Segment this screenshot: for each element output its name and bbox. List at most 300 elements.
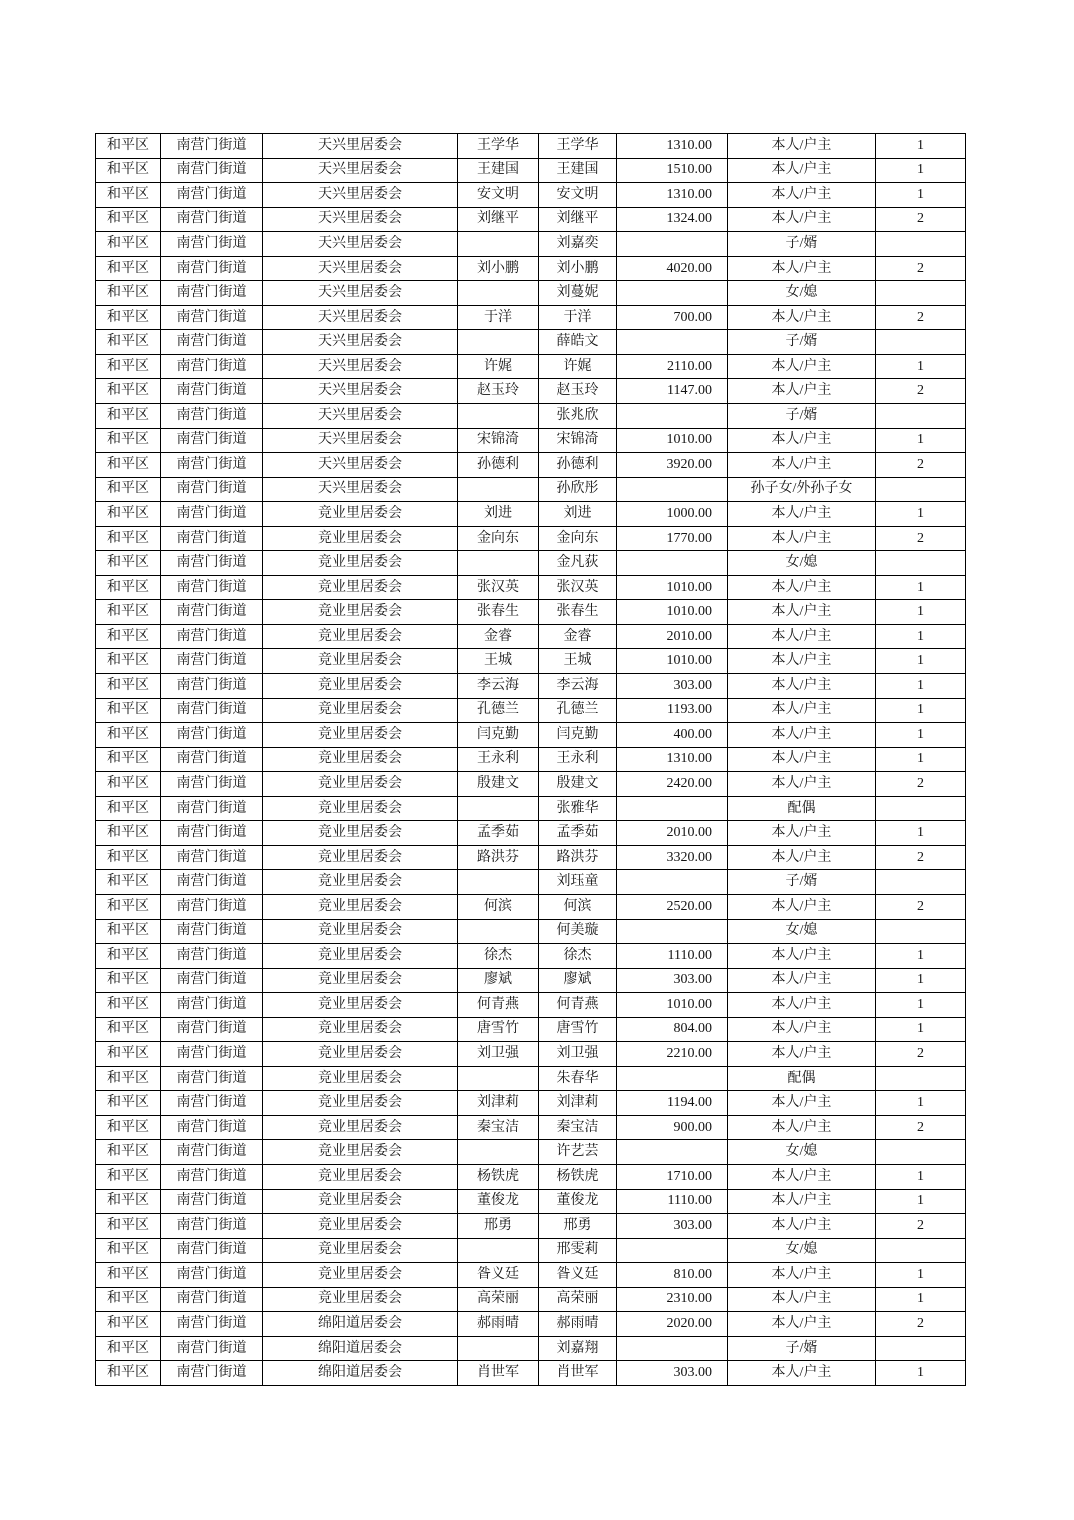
cell-amount: 400.00 xyxy=(617,723,728,748)
cell-household_size: 2 xyxy=(876,772,966,797)
cell-member_name: 唐雪竹 xyxy=(539,1017,617,1042)
cell-household_size: 1 xyxy=(876,624,966,649)
cell-name: 孙德利 xyxy=(458,453,539,478)
table-row xyxy=(96,502,966,527)
cell-name: 王学华 xyxy=(458,134,539,159)
cell-relation: 配偶 xyxy=(728,1066,876,1091)
cell-committee: 天兴里居委会 xyxy=(263,305,458,330)
cell-street: 南营门街道 xyxy=(161,379,263,404)
cell-relation: 本人/户主 xyxy=(728,649,876,674)
cell-amount: 1000.00 xyxy=(617,502,728,527)
cell-amount xyxy=(617,232,728,257)
cell-member_name: 王城 xyxy=(539,649,617,674)
cell-name: 宋锦渏 xyxy=(458,428,539,453)
cell-street: 南营门街道 xyxy=(161,600,263,625)
cell-name xyxy=(458,870,539,895)
cell-household_size: 2 xyxy=(876,845,966,870)
cell-amount xyxy=(617,1066,728,1091)
cell-relation: 本人/户主 xyxy=(728,993,876,1018)
cell-amount: 1310.00 xyxy=(617,183,728,208)
cell-relation: 本人/户主 xyxy=(728,624,876,649)
cell-member_name: 孔德兰 xyxy=(539,698,617,723)
cell-member_name: 路洪芬 xyxy=(539,845,617,870)
cell-amount xyxy=(617,330,728,355)
table-row xyxy=(96,1336,966,1361)
cell-amount: 4020.00 xyxy=(617,256,728,281)
cell-relation: 本人/户主 xyxy=(728,600,876,625)
cell-amount: 1010.00 xyxy=(617,600,728,625)
cell-household_size: 1 xyxy=(876,1091,966,1116)
cell-member_name: 殷建文 xyxy=(539,772,617,797)
cell-committee: 天兴里居委会 xyxy=(263,404,458,429)
cell-household_size: 2 xyxy=(876,256,966,281)
cell-member_name: 孟季茹 xyxy=(539,821,617,846)
cell-committee: 天兴里居委会 xyxy=(263,428,458,453)
cell-relation: 本人/户主 xyxy=(728,968,876,993)
cell-relation: 本人/户主 xyxy=(728,944,876,969)
cell-amount: 3920.00 xyxy=(617,453,728,478)
cell-household_size: 1 xyxy=(876,575,966,600)
cell-district: 和平区 xyxy=(96,1066,161,1091)
cell-committee: 竞业里居委会 xyxy=(263,1091,458,1116)
cell-relation: 本人/户主 xyxy=(728,502,876,527)
cell-member_name: 刘蔓妮 xyxy=(539,281,617,306)
cell-amount: 303.00 xyxy=(617,968,728,993)
cell-district: 和平区 xyxy=(96,894,161,919)
cell-relation: 女/媳 xyxy=(728,551,876,576)
cell-member_name: 张兆欣 xyxy=(539,404,617,429)
cell-member_name: 高荣丽 xyxy=(539,1287,617,1312)
cell-street: 南营门街道 xyxy=(161,256,263,281)
cell-committee: 竞业里居委会 xyxy=(263,723,458,748)
cell-relation: 本人/户主 xyxy=(728,256,876,281)
cell-member_name: 邢雯莉 xyxy=(539,1238,617,1263)
cell-household_size: 1 xyxy=(876,183,966,208)
cell-member_name: 张雅华 xyxy=(539,796,617,821)
cell-street: 南营门街道 xyxy=(161,698,263,723)
cell-committee: 天兴里居委会 xyxy=(263,330,458,355)
cell-street: 南营门街道 xyxy=(161,575,263,600)
cell-committee: 竞业里居委会 xyxy=(263,551,458,576)
cell-member_name: 刘嘉翔 xyxy=(539,1336,617,1361)
cell-committee: 天兴里居委会 xyxy=(263,134,458,159)
cell-member_name: 董俊龙 xyxy=(539,1189,617,1214)
cell-district: 和平区 xyxy=(96,1214,161,1239)
cell-relation: 孙子女/外孙子女 xyxy=(728,477,876,502)
cell-name xyxy=(458,281,539,306)
cell-street: 南营门街道 xyxy=(161,305,263,330)
cell-relation: 本人/户主 xyxy=(728,354,876,379)
cell-street: 南营门街道 xyxy=(161,993,263,1018)
cell-committee: 天兴里居委会 xyxy=(263,158,458,183)
cell-member_name: 闫克勤 xyxy=(539,723,617,748)
cell-district: 和平区 xyxy=(96,1287,161,1312)
cell-household_size: 2 xyxy=(876,305,966,330)
cell-relation: 子/婿 xyxy=(728,404,876,429)
cell-street: 南营门街道 xyxy=(161,1287,263,1312)
cell-name xyxy=(458,1066,539,1091)
cell-district: 和平区 xyxy=(96,1263,161,1288)
cell-committee: 竞业里居委会 xyxy=(263,526,458,551)
table-row xyxy=(96,1017,966,1042)
cell-amount xyxy=(617,870,728,895)
cell-district: 和平区 xyxy=(96,330,161,355)
table-row xyxy=(96,845,966,870)
cell-name: 金睿 xyxy=(458,624,539,649)
table-row xyxy=(96,256,966,281)
cell-street: 南营门街道 xyxy=(161,723,263,748)
cell-district: 和平区 xyxy=(96,698,161,723)
cell-household_size: 1 xyxy=(876,1189,966,1214)
table-row xyxy=(96,1263,966,1288)
cell-household_size: 2 xyxy=(876,453,966,478)
cell-name xyxy=(458,1336,539,1361)
table-row xyxy=(96,158,966,183)
cell-district: 和平区 xyxy=(96,1115,161,1140)
cell-street: 南营门街道 xyxy=(161,134,263,159)
cell-name xyxy=(458,477,539,502)
cell-committee: 竞业里居委会 xyxy=(263,821,458,846)
cell-household_size xyxy=(876,477,966,502)
cell-household_size xyxy=(876,1238,966,1263)
cell-street: 南营门街道 xyxy=(161,281,263,306)
cell-name: 张春生 xyxy=(458,600,539,625)
cell-relation: 本人/户主 xyxy=(728,183,876,208)
cell-member_name: 刘继平 xyxy=(539,207,617,232)
cell-street: 南营门街道 xyxy=(161,624,263,649)
table-row xyxy=(96,1238,966,1263)
cell-name: 高荣丽 xyxy=(458,1287,539,1312)
table-row xyxy=(96,894,966,919)
cell-member_name: 王学华 xyxy=(539,134,617,159)
cell-household_size: 1 xyxy=(876,134,966,159)
cell-amount: 2520.00 xyxy=(617,894,728,919)
cell-district: 和平区 xyxy=(96,453,161,478)
table-row xyxy=(96,477,966,502)
cell-committee: 天兴里居委会 xyxy=(263,207,458,232)
cell-member_name: 何美璇 xyxy=(539,919,617,944)
cell-name: 昝义廷 xyxy=(458,1263,539,1288)
cell-amount xyxy=(617,404,728,429)
table-row xyxy=(96,772,966,797)
cell-name: 秦宝洁 xyxy=(458,1115,539,1140)
cell-committee: 天兴里居委会 xyxy=(263,354,458,379)
cell-member_name: 宋锦渏 xyxy=(539,428,617,453)
cell-amount: 303.00 xyxy=(617,1361,728,1386)
cell-committee: 竞业里居委会 xyxy=(263,575,458,600)
cell-household_size: 1 xyxy=(876,1361,966,1386)
cell-amount: 2020.00 xyxy=(617,1312,728,1337)
cell-committee: 竞业里居委会 xyxy=(263,919,458,944)
cell-name: 张汉英 xyxy=(458,575,539,600)
cell-member_name: 李云海 xyxy=(539,674,617,699)
cell-committee: 竞业里居委会 xyxy=(263,796,458,821)
table-row xyxy=(96,723,966,748)
cell-name: 何青燕 xyxy=(458,993,539,1018)
cell-street: 南营门街道 xyxy=(161,502,263,527)
table-row xyxy=(96,968,966,993)
cell-member_name: 金睿 xyxy=(539,624,617,649)
cell-amount: 2010.00 xyxy=(617,624,728,649)
cell-name xyxy=(458,404,539,429)
table-row xyxy=(96,944,966,969)
table-row xyxy=(96,207,966,232)
cell-household_size: 1 xyxy=(876,968,966,993)
cell-district: 和平区 xyxy=(96,281,161,306)
table-row xyxy=(96,870,966,895)
cell-committee: 天兴里居委会 xyxy=(263,477,458,502)
cell-name xyxy=(458,330,539,355)
cell-household_size: 1 xyxy=(876,674,966,699)
cell-committee: 竞业里居委会 xyxy=(263,624,458,649)
cell-member_name: 安文明 xyxy=(539,183,617,208)
cell-amount xyxy=(617,919,728,944)
cell-name: 金向东 xyxy=(458,526,539,551)
cell-household_size xyxy=(876,1336,966,1361)
cell-name: 廖斌 xyxy=(458,968,539,993)
cell-relation: 本人/户主 xyxy=(728,1042,876,1067)
cell-name: 徐杰 xyxy=(458,944,539,969)
cell-district: 和平区 xyxy=(96,747,161,772)
records-table xyxy=(95,133,966,1386)
cell-member_name: 刘卫强 xyxy=(539,1042,617,1067)
cell-amount: 2420.00 xyxy=(617,772,728,797)
cell-name: 路洪芬 xyxy=(458,845,539,870)
cell-amount: 1194.00 xyxy=(617,1091,728,1116)
cell-member_name: 肖世军 xyxy=(539,1361,617,1386)
cell-member_name: 张春生 xyxy=(539,600,617,625)
table-row xyxy=(96,1189,966,1214)
cell-household_size: 1 xyxy=(876,649,966,674)
cell-name: 刘卫强 xyxy=(458,1042,539,1067)
table-row xyxy=(96,821,966,846)
cell-amount xyxy=(617,551,728,576)
cell-district: 和平区 xyxy=(96,821,161,846)
cell-name: 唐雪竹 xyxy=(458,1017,539,1042)
cell-committee: 绵阳道居委会 xyxy=(263,1361,458,1386)
cell-street: 南营门街道 xyxy=(161,1066,263,1091)
cell-committee: 绵阳道居委会 xyxy=(263,1312,458,1337)
table-row xyxy=(96,1164,966,1189)
cell-household_size: 1 xyxy=(876,158,966,183)
cell-amount: 1010.00 xyxy=(617,649,728,674)
cell-household_size xyxy=(876,870,966,895)
cell-district: 和平区 xyxy=(96,354,161,379)
cell-household_size xyxy=(876,330,966,355)
cell-relation: 本人/户主 xyxy=(728,821,876,846)
cell-member_name: 何青燕 xyxy=(539,993,617,1018)
cell-member_name: 朱春华 xyxy=(539,1066,617,1091)
cell-amount xyxy=(617,477,728,502)
cell-household_size: 1 xyxy=(876,600,966,625)
cell-household_size xyxy=(876,404,966,429)
cell-name: 董俊龙 xyxy=(458,1189,539,1214)
cell-member_name: 赵玉玲 xyxy=(539,379,617,404)
cell-member_name: 廖斌 xyxy=(539,968,617,993)
cell-district: 和平区 xyxy=(96,649,161,674)
cell-household_size: 2 xyxy=(876,526,966,551)
cell-amount xyxy=(617,796,728,821)
table-row xyxy=(96,1312,966,1337)
cell-member_name: 刘嘉奕 xyxy=(539,232,617,257)
cell-relation: 女/媳 xyxy=(728,919,876,944)
cell-district: 和平区 xyxy=(96,1017,161,1042)
cell-district: 和平区 xyxy=(96,968,161,993)
cell-street: 南营门街道 xyxy=(161,453,263,478)
cell-amount: 700.00 xyxy=(617,305,728,330)
table-row xyxy=(96,624,966,649)
cell-amount: 1110.00 xyxy=(617,1189,728,1214)
table-row xyxy=(96,379,966,404)
cell-district: 和平区 xyxy=(96,158,161,183)
cell-relation: 本人/户主 xyxy=(728,1164,876,1189)
cell-committee: 竞业里居委会 xyxy=(263,1287,458,1312)
cell-household_size xyxy=(876,1066,966,1091)
cell-committee: 竞业里居委会 xyxy=(263,968,458,993)
cell-household_size: 2 xyxy=(876,1042,966,1067)
cell-name xyxy=(458,551,539,576)
cell-amount: 1010.00 xyxy=(617,575,728,600)
cell-relation: 本人/户主 xyxy=(728,1312,876,1337)
table-row xyxy=(96,134,966,159)
table-row xyxy=(96,232,966,257)
cell-street: 南营门街道 xyxy=(161,944,263,969)
cell-relation: 本人/户主 xyxy=(728,747,876,772)
cell-street: 南营门街道 xyxy=(161,894,263,919)
cell-relation: 本人/户主 xyxy=(728,1017,876,1042)
cell-household_size: 2 xyxy=(876,894,966,919)
cell-relation: 本人/户主 xyxy=(728,772,876,797)
cell-household_size: 1 xyxy=(876,944,966,969)
cell-relation: 本人/户主 xyxy=(728,305,876,330)
cell-household_size: 1 xyxy=(876,502,966,527)
cell-committee: 竞业里居委会 xyxy=(263,674,458,699)
cell-street: 南营门街道 xyxy=(161,674,263,699)
cell-household_size: 2 xyxy=(876,1115,966,1140)
cell-street: 南营门街道 xyxy=(161,772,263,797)
cell-district: 和平区 xyxy=(96,502,161,527)
cell-household_size: 1 xyxy=(876,747,966,772)
cell-committee: 竞业里居委会 xyxy=(263,894,458,919)
cell-relation: 本人/户主 xyxy=(728,428,876,453)
cell-name: 郝雨晴 xyxy=(458,1312,539,1337)
table-row xyxy=(96,551,966,576)
cell-relation: 本人/户主 xyxy=(728,526,876,551)
cell-committee: 竞业里居委会 xyxy=(263,600,458,625)
cell-household_size: 1 xyxy=(876,993,966,1018)
cell-district: 和平区 xyxy=(96,526,161,551)
cell-district: 和平区 xyxy=(96,624,161,649)
cell-household_size: 1 xyxy=(876,1164,966,1189)
cell-district: 和平区 xyxy=(96,1164,161,1189)
table-row xyxy=(96,1361,966,1386)
cell-name xyxy=(458,1140,539,1165)
cell-relation: 本人/户主 xyxy=(728,723,876,748)
cell-name: 许娓 xyxy=(458,354,539,379)
cell-name xyxy=(458,796,539,821)
cell-committee: 竞业里居委会 xyxy=(263,1140,458,1165)
cell-district: 和平区 xyxy=(96,183,161,208)
cell-relation: 子/婿 xyxy=(728,870,876,895)
cell-name: 李云海 xyxy=(458,674,539,699)
cell-district: 和平区 xyxy=(96,575,161,600)
cell-street: 南营门街道 xyxy=(161,477,263,502)
cell-street: 南营门街道 xyxy=(161,747,263,772)
cell-street: 南营门街道 xyxy=(161,919,263,944)
cell-amount: 1310.00 xyxy=(617,134,728,159)
cell-street: 南营门街道 xyxy=(161,1214,263,1239)
cell-amount: 1193.00 xyxy=(617,698,728,723)
cell-district: 和平区 xyxy=(96,477,161,502)
cell-committee: 竞业里居委会 xyxy=(263,1263,458,1288)
cell-household_size: 1 xyxy=(876,354,966,379)
table-row xyxy=(96,1214,966,1239)
cell-amount xyxy=(617,281,728,306)
cell-household_size xyxy=(876,796,966,821)
cell-district: 和平区 xyxy=(96,845,161,870)
table-row xyxy=(96,796,966,821)
table-row xyxy=(96,1091,966,1116)
cell-name: 刘进 xyxy=(458,502,539,527)
cell-amount: 2210.00 xyxy=(617,1042,728,1067)
cell-relation: 本人/户主 xyxy=(728,1263,876,1288)
cell-committee: 竞业里居委会 xyxy=(263,502,458,527)
cell-relation: 女/媳 xyxy=(728,1238,876,1263)
table-row xyxy=(96,404,966,429)
table-row xyxy=(96,281,966,306)
table-row xyxy=(96,1042,966,1067)
cell-street: 南营门街道 xyxy=(161,968,263,993)
cell-street: 南营门街道 xyxy=(161,526,263,551)
cell-amount: 3320.00 xyxy=(617,845,728,870)
cell-name: 王永利 xyxy=(458,747,539,772)
cell-street: 南营门街道 xyxy=(161,551,263,576)
cell-committee: 天兴里居委会 xyxy=(263,379,458,404)
cell-member_name: 何滨 xyxy=(539,894,617,919)
cell-committee: 竞业里居委会 xyxy=(263,1214,458,1239)
cell-name: 孟季茹 xyxy=(458,821,539,846)
cell-amount: 1510.00 xyxy=(617,158,728,183)
cell-member_name: 金凡荻 xyxy=(539,551,617,576)
table-row xyxy=(96,993,966,1018)
table-row xyxy=(96,1066,966,1091)
cell-district: 和平区 xyxy=(96,1312,161,1337)
cell-district: 和平区 xyxy=(96,404,161,429)
cell-committee: 竞业里居委会 xyxy=(263,1238,458,1263)
cell-amount: 810.00 xyxy=(617,1263,728,1288)
cell-district: 和平区 xyxy=(96,134,161,159)
cell-relation: 本人/户主 xyxy=(728,894,876,919)
cell-relation: 本人/户主 xyxy=(728,575,876,600)
cell-district: 和平区 xyxy=(96,256,161,281)
cell-household_size xyxy=(876,281,966,306)
cell-name xyxy=(458,1238,539,1263)
table-row xyxy=(96,526,966,551)
cell-district: 和平区 xyxy=(96,944,161,969)
cell-household_size xyxy=(876,1140,966,1165)
cell-name: 刘津莉 xyxy=(458,1091,539,1116)
cell-relation: 本人/户主 xyxy=(728,1361,876,1386)
cell-amount xyxy=(617,1336,728,1361)
cell-member_name: 徐杰 xyxy=(539,944,617,969)
cell-street: 南营门街道 xyxy=(161,1312,263,1337)
cell-member_name: 刘珏童 xyxy=(539,870,617,895)
cell-district: 和平区 xyxy=(96,1189,161,1214)
cell-district: 和平区 xyxy=(96,674,161,699)
cell-committee: 天兴里居委会 xyxy=(263,256,458,281)
cell-district: 和平区 xyxy=(96,723,161,748)
cell-district: 和平区 xyxy=(96,232,161,257)
